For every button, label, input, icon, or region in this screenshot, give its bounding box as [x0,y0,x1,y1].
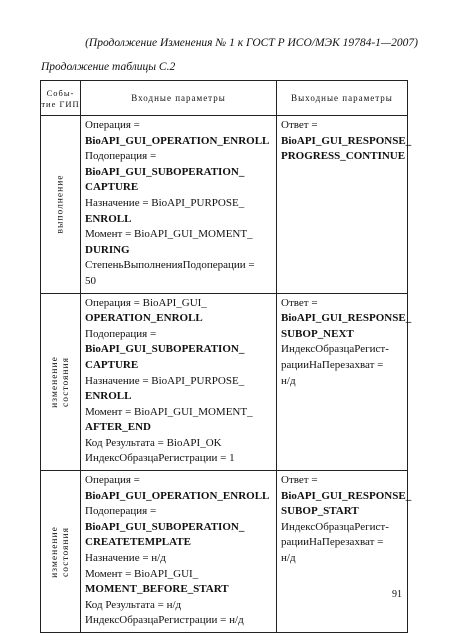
cell-line: Назначение = BioAPI_PURPOSE_ [85,374,245,387]
cell-line: BioAPI_GUI_OPERATION_ENROLL [85,134,270,147]
cell-line: ИндексОбразцаРегистрации = 1 [85,452,235,465]
cell-line: Операция = [85,474,140,487]
cell-line: Момент = BioAPI_GUI_ [85,567,199,580]
table-row [41,293,408,471]
output-cell [277,471,412,633]
cell-line: BioAPI_GUI_OPERATION_ENROLL [85,489,270,502]
cell-line: CAPTURE [85,358,139,371]
cell-line: BioAPI_GUI_SUBOPERATION_ [85,165,245,178]
cell-line: 50 [85,274,96,287]
cell-line: Момент = BioAPI_GUI_MOMENT_ [85,405,253,418]
cell-line: Подоперация = [85,327,157,340]
cell-line: Ответ = [281,296,318,309]
cell-line: Момент = BioAPI_GUI_MOMENT_ [85,228,253,241]
event-cell [41,293,81,471]
cell-line: BioAPI_GUI_RESPONSE_ [281,489,412,502]
cell-line: Назначение = BioAPI_PURPOSE_ [85,196,245,209]
table-row [41,116,408,294]
cell-line: Ответ = [281,119,318,131]
cell-line: SUBOP_START [281,505,359,518]
input-cell [81,116,277,294]
cell-line: MOMENT_BEFORE_START [85,583,229,596]
input-cell [81,471,277,633]
cell-line: Операция = BioAPI_GUI_ [85,296,207,309]
table-row [41,471,408,633]
cell-line: рацииНаПерезахват = [281,536,384,549]
event-cell [41,471,81,633]
cell-line: BioAPI_GUI_SUBOPERATION_ [85,520,245,533]
cell-line: DURING [85,243,130,256]
cell-line: PROGRESS_CONTINUE [281,150,406,163]
event-label: изменение состояния [49,355,71,408]
parameters-table [40,80,412,633]
cell-line: OPERATION_ENROLL [85,312,203,325]
cell-line: BioAPI_GUI_RESPONSE_ [281,134,412,147]
cell-line: ИндексОбразцаРегист- [281,520,389,533]
input-cell [81,293,277,471]
table-caption: Продолжение таблицы С.2 [41,61,176,73]
cell-line: н/д [281,552,296,565]
cell-line: AFTER_END [85,421,152,434]
cell-line: ИндексОбразцаРегист- [281,343,389,356]
running-header: (Продолжение Изменения № 1 к ГОСТ Р ИСО/МЭК 19784-1—2007) [85,37,418,49]
cell-line: ENROLL [85,390,132,403]
table-header-row [41,81,408,116]
cell-line: СтепеньВыполненияПодоперации = [85,259,255,272]
cell-line: Операция = [85,119,140,131]
cell-line: BioAPI_GUI_RESPONSE_ [281,312,412,325]
output-cell [277,293,412,471]
cell-line: ИндексОбразцаРегистрации = н/д [85,614,244,627]
cell-line: Код Результата = н/д [85,598,182,611]
cell-line: Назначение = н/д [85,552,166,565]
cell-line: BioAPI_GUI_SUBOPERATION_ [85,343,245,356]
cell-line: Подоперация = [85,150,157,163]
event-label: изменение состояния [49,525,71,578]
cell-line: ENROLL [85,212,132,225]
event-cell [41,116,81,294]
page-number: 91 [392,589,402,600]
header-output: Выходные параметры [277,81,408,116]
output-cell [277,116,412,294]
header-event: Собы-тие ГИП [41,81,81,116]
cell-line: CAPTURE [85,181,139,194]
cell-line: рацииНаПерезахват = [281,358,384,371]
cell-line: Ответ = [281,474,318,487]
header-input: Входные параметры [81,81,277,116]
cell-line: Подоперация = [85,505,157,518]
cell-line: CREATETEMPLATE [85,536,191,549]
cell-line: SUBOP_NEXT [281,327,354,340]
event-label: выполнение [55,174,65,234]
cell-line: н/д [281,374,296,387]
cell-line: Код Результата = BioAPI_OK [85,436,222,449]
